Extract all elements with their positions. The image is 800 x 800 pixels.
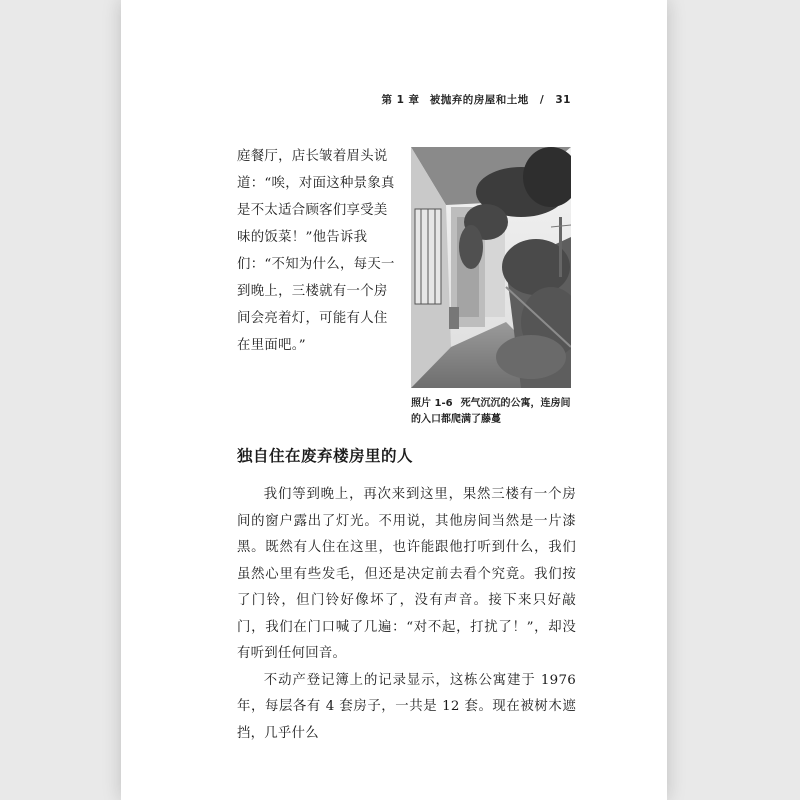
photo-caption (411, 396, 573, 428)
chapter-number: 第 1 章 (381, 94, 420, 106)
caption-number: 照片 1-6 (411, 398, 453, 409)
section-heading: 独自住在废弃楼房里的人 (237, 446, 414, 465)
paragraph: 我们等到晚上，再次来到这里，果然三楼有一个房间的窗户露出了灯光。不用说，其他房间当然是一片漆黑。既然有人住在这里，也许能跟他打听到什么，我们虽然心里有些发毛，但还是决定前去看个究竟。我们按了门铃，但门铃好像坏了，没有声音。接下来只好敲门，我们在门口喊了几遍：“对不起，打扰了！”，却没有听到任何回音。 (237, 487, 576, 661)
intro-text: 庭餐厅，店长皱着眉头说道：“唉，对面这种景象真是不太适合顾客们享受美味的饭菜！”他告诉我们：“不知为什么，每天一到晚上，三楼就有一个房间会亮着灯，可能有人住在里面吧。” (237, 149, 395, 353)
page-number: 31 (555, 94, 571, 106)
intro-paragraph (237, 143, 399, 359)
apartment-photo (411, 147, 571, 388)
overgrown-balcony-image (411, 147, 571, 388)
paragraph: 不动产登记簿上的记录显示，这栋公寓建于 1976 年，每层各有 4 套房子，一共是 12 套。现在被树木遮挡，几乎什么 (237, 672, 576, 741)
caption-text: 死气沉沉的公寓，连房间的入口都爬满了藤蔓 (411, 398, 571, 425)
body-text (237, 482, 576, 747)
running-header (381, 92, 571, 107)
chapter-title: 被抛弃的房屋和土地 (429, 94, 529, 106)
book-page (121, 0, 667, 800)
header-separator: / (539, 94, 545, 106)
